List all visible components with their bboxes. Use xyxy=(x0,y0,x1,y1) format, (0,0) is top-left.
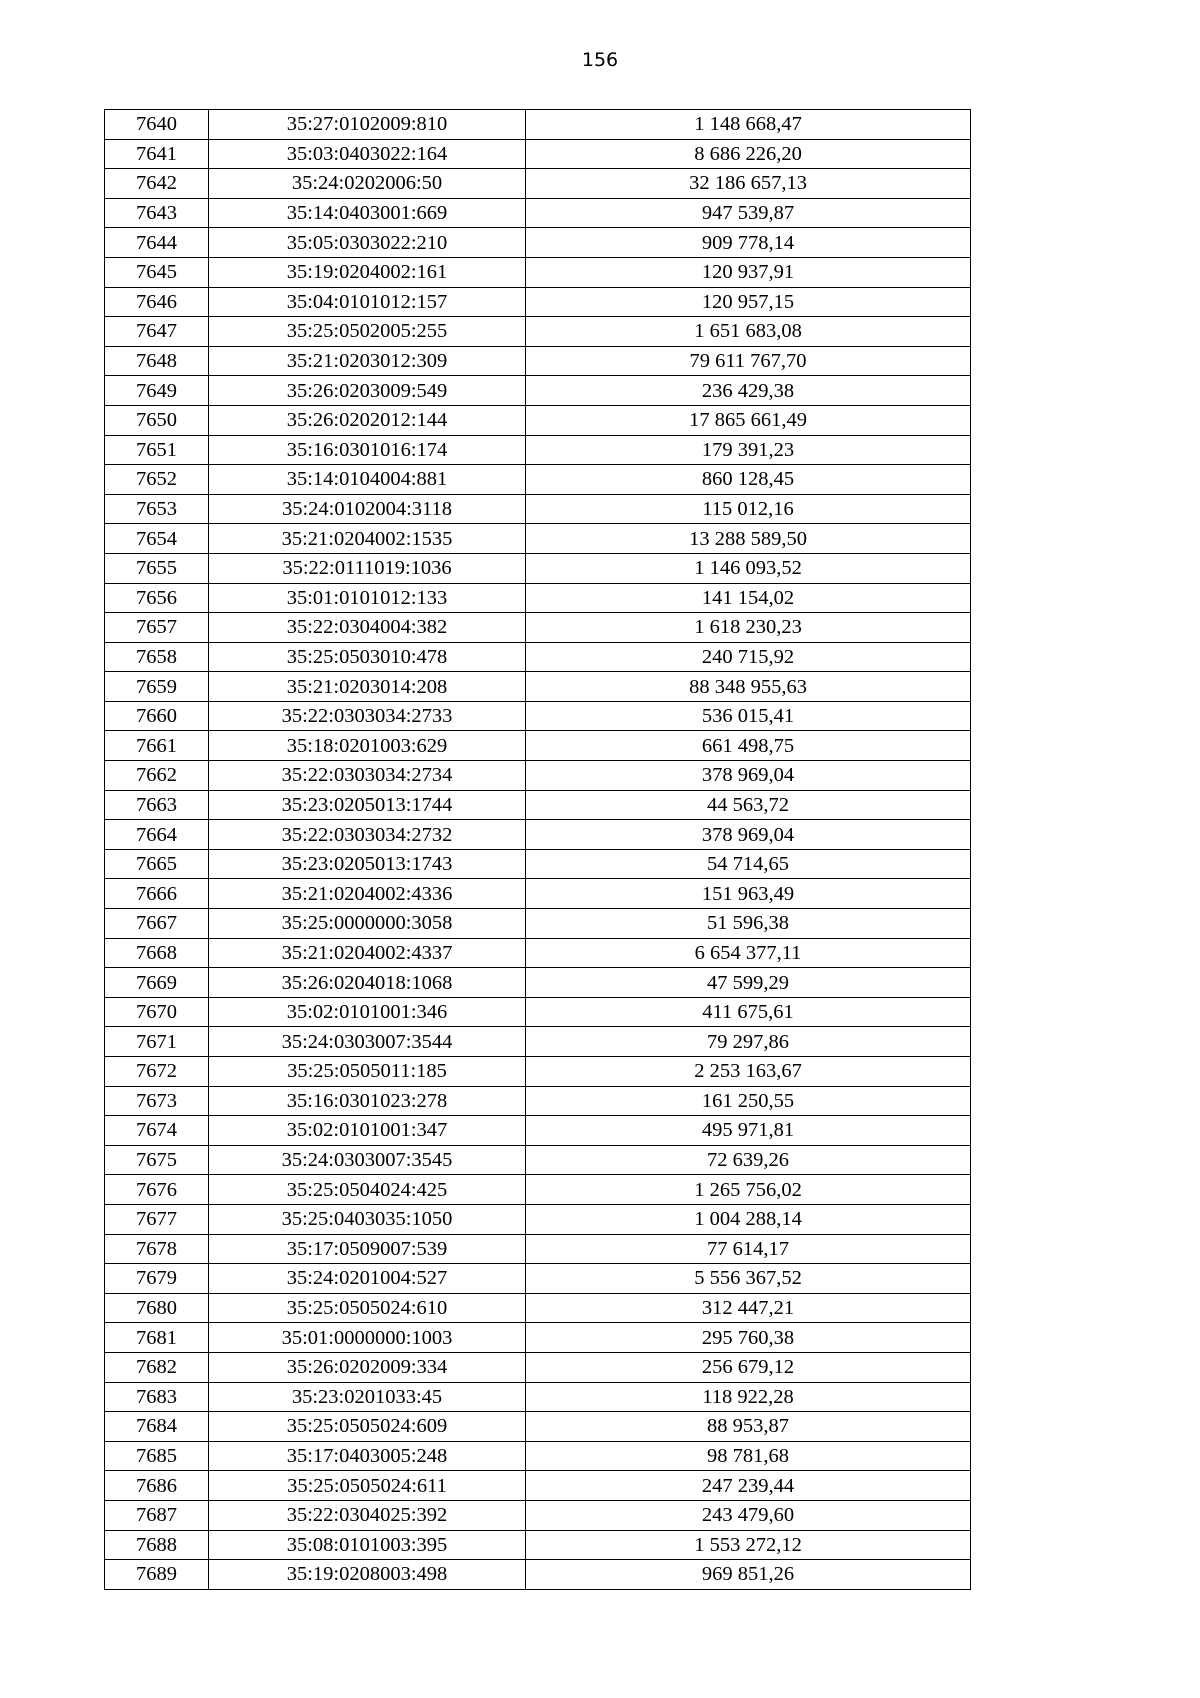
table-row xyxy=(105,1412,971,1442)
table-row xyxy=(105,553,971,583)
row-number-cell: 7688 xyxy=(105,1530,209,1560)
cadastral-number-cell: 35:22:0304004:382 xyxy=(209,613,526,643)
cadastral-number-cell: 35:03:0403022:164 xyxy=(209,139,526,169)
table-row xyxy=(105,1530,971,1560)
cadastral-number-cell: 35:21:0204002:4337 xyxy=(209,938,526,968)
cadastral-number-cell: 35:22:0303034:2734 xyxy=(209,761,526,791)
row-number-cell: 7679 xyxy=(105,1264,209,1294)
row-number-cell: 7665 xyxy=(105,849,209,879)
value-cell: 17 865 661,49 xyxy=(526,405,971,435)
table-row xyxy=(105,287,971,317)
row-number-cell: 7686 xyxy=(105,1471,209,1501)
table-row xyxy=(105,198,971,228)
cadastral-number-cell: 35:23:0205013:1743 xyxy=(209,849,526,879)
value-cell: 77 614,17 xyxy=(526,1234,971,1264)
table-row xyxy=(105,1086,971,1116)
value-cell: 54 714,65 xyxy=(526,849,971,879)
table-row xyxy=(105,1264,971,1294)
cadastral-number-cell: 35:14:0104004:881 xyxy=(209,465,526,495)
row-number-cell: 7676 xyxy=(105,1175,209,1205)
value-cell: 44 563,72 xyxy=(526,790,971,820)
table-row xyxy=(105,465,971,495)
row-number-cell: 7643 xyxy=(105,198,209,228)
cadastral-number-cell: 35:24:0201004:527 xyxy=(209,1264,526,1294)
table-row xyxy=(105,1175,971,1205)
cadastral-number-cell: 35:05:0303022:210 xyxy=(209,228,526,258)
row-number-cell: 7662 xyxy=(105,761,209,791)
table-row xyxy=(105,997,971,1027)
row-number-cell: 7654 xyxy=(105,524,209,554)
table-row xyxy=(105,761,971,791)
cadastral-number-cell: 35:22:0304025:392 xyxy=(209,1500,526,1530)
table-row xyxy=(105,849,971,879)
cadastral-number-cell: 35:25:0505024:610 xyxy=(209,1293,526,1323)
value-cell: 495 971,81 xyxy=(526,1116,971,1146)
value-cell: 1 618 230,23 xyxy=(526,613,971,643)
table-row xyxy=(105,1057,971,1087)
value-cell: 243 479,60 xyxy=(526,1500,971,1530)
row-number-cell: 7672 xyxy=(105,1057,209,1087)
value-cell: 2 253 163,67 xyxy=(526,1057,971,1087)
row-number-cell: 7668 xyxy=(105,938,209,968)
value-cell: 312 447,21 xyxy=(526,1293,971,1323)
cadastral-number-cell: 35:25:0502005:255 xyxy=(209,317,526,347)
table-row xyxy=(105,435,971,465)
value-cell: 236 429,38 xyxy=(526,376,971,406)
cadastral-number-cell: 35:14:0403001:669 xyxy=(209,198,526,228)
registry-table xyxy=(104,109,971,1590)
value-cell: 1 265 756,02 xyxy=(526,1175,971,1205)
row-number-cell: 7648 xyxy=(105,346,209,376)
cadastral-number-cell: 35:21:0203012:309 xyxy=(209,346,526,376)
table-row xyxy=(105,1116,971,1146)
cadastral-number-cell: 35:22:0303034:2733 xyxy=(209,701,526,731)
table-row xyxy=(105,1234,971,1264)
value-cell: 51 596,38 xyxy=(526,909,971,939)
cadastral-number-cell: 35:26:0204018:1068 xyxy=(209,968,526,998)
cadastral-number-cell: 35:26:0203009:549 xyxy=(209,376,526,406)
row-number-cell: 7664 xyxy=(105,820,209,850)
cadastral-number-cell: 35:17:0403005:248 xyxy=(209,1441,526,1471)
row-number-cell: 7669 xyxy=(105,968,209,998)
value-cell: 247 239,44 xyxy=(526,1471,971,1501)
cadastral-number-cell: 35:01:0000000:1003 xyxy=(209,1323,526,1353)
registry-table-body xyxy=(105,110,971,1590)
value-cell: 141 154,02 xyxy=(526,583,971,613)
cadastral-number-cell: 35:21:0204002:4336 xyxy=(209,879,526,909)
row-number-cell: 7653 xyxy=(105,494,209,524)
row-number-cell: 7675 xyxy=(105,1145,209,1175)
row-number-cell: 7651 xyxy=(105,435,209,465)
value-cell: 378 969,04 xyxy=(526,820,971,850)
table-row xyxy=(105,405,971,435)
value-cell: 661 498,75 xyxy=(526,731,971,761)
table-row xyxy=(105,968,971,998)
row-number-cell: 7673 xyxy=(105,1086,209,1116)
cadastral-number-cell: 35:01:0101012:133 xyxy=(209,583,526,613)
value-cell: 1 004 288,14 xyxy=(526,1204,971,1234)
row-number-cell: 7650 xyxy=(105,405,209,435)
table-row xyxy=(105,524,971,554)
value-cell: 411 675,61 xyxy=(526,997,971,1027)
page-number: 156 xyxy=(581,49,619,71)
value-cell: 98 781,68 xyxy=(526,1441,971,1471)
table-row xyxy=(105,1204,971,1234)
row-number-cell: 7659 xyxy=(105,672,209,702)
table-row xyxy=(105,1145,971,1175)
table-row xyxy=(105,1352,971,1382)
value-cell: 295 760,38 xyxy=(526,1323,971,1353)
row-number-cell: 7674 xyxy=(105,1116,209,1146)
row-number-cell: 7656 xyxy=(105,583,209,613)
row-number-cell: 7670 xyxy=(105,997,209,1027)
row-number-cell: 7689 xyxy=(105,1560,209,1590)
row-number-cell: 7678 xyxy=(105,1234,209,1264)
table-row xyxy=(105,820,971,850)
value-cell: 72 639,26 xyxy=(526,1145,971,1175)
table-row xyxy=(105,1441,971,1471)
row-number-cell: 7658 xyxy=(105,642,209,672)
table-row xyxy=(105,731,971,761)
table-row xyxy=(105,494,971,524)
row-number-cell: 7642 xyxy=(105,169,209,199)
value-cell: 120 937,91 xyxy=(526,257,971,287)
value-cell: 1 148 668,47 xyxy=(526,110,971,140)
table-row xyxy=(105,701,971,731)
cadastral-number-cell: 35:08:0101003:395 xyxy=(209,1530,526,1560)
table-row xyxy=(105,110,971,140)
cadastral-number-cell: 35:25:0505024:611 xyxy=(209,1471,526,1501)
row-number-cell: 7647 xyxy=(105,317,209,347)
value-cell: 47 599,29 xyxy=(526,968,971,998)
cadastral-number-cell: 35:25:0505011:185 xyxy=(209,1057,526,1087)
cadastral-number-cell: 35:25:0000000:3058 xyxy=(209,909,526,939)
row-number-cell: 7682 xyxy=(105,1352,209,1382)
value-cell: 256 679,12 xyxy=(526,1352,971,1382)
value-cell: 13 288 589,50 xyxy=(526,524,971,554)
value-cell: 88 348 955,63 xyxy=(526,672,971,702)
row-number-cell: 7660 xyxy=(105,701,209,731)
table-row xyxy=(105,879,971,909)
value-cell: 1 651 683,08 xyxy=(526,317,971,347)
cadastral-number-cell: 35:25:0505024:609 xyxy=(209,1412,526,1442)
cadastral-number-cell: 35:16:0301016:174 xyxy=(209,435,526,465)
cadastral-number-cell: 35:23:0201033:45 xyxy=(209,1382,526,1412)
value-cell: 8 686 226,20 xyxy=(526,139,971,169)
row-number-cell: 7661 xyxy=(105,731,209,761)
row-number-cell: 7687 xyxy=(105,1500,209,1530)
row-number-cell: 7640 xyxy=(105,110,209,140)
value-cell: 118 922,28 xyxy=(526,1382,971,1412)
value-cell: 909 778,14 xyxy=(526,228,971,258)
cadastral-number-cell: 35:25:0403035:1050 xyxy=(209,1204,526,1234)
table-row xyxy=(105,1323,971,1353)
table-row xyxy=(105,790,971,820)
row-number-cell: 7655 xyxy=(105,553,209,583)
row-number-cell: 7649 xyxy=(105,376,209,406)
cadastral-number-cell: 35:16:0301023:278 xyxy=(209,1086,526,1116)
table-row xyxy=(105,613,971,643)
value-cell: 5 556 367,52 xyxy=(526,1264,971,1294)
row-number-cell: 7685 xyxy=(105,1441,209,1471)
value-cell: 79 611 767,70 xyxy=(526,346,971,376)
row-number-cell: 7677 xyxy=(105,1204,209,1234)
cadastral-number-cell: 35:27:0102009:810 xyxy=(209,110,526,140)
table-row xyxy=(105,257,971,287)
table-row xyxy=(105,317,971,347)
value-cell: 120 957,15 xyxy=(526,287,971,317)
value-cell: 969 851,26 xyxy=(526,1560,971,1590)
cadastral-number-cell: 35:22:0111019:1036 xyxy=(209,553,526,583)
table-row xyxy=(105,228,971,258)
cadastral-number-cell: 35:24:0303007:3544 xyxy=(209,1027,526,1057)
row-number-cell: 7645 xyxy=(105,257,209,287)
value-cell: 161 250,55 xyxy=(526,1086,971,1116)
table-row xyxy=(105,1560,971,1590)
table-row xyxy=(105,1027,971,1057)
row-number-cell: 7644 xyxy=(105,228,209,258)
value-cell: 179 391,23 xyxy=(526,435,971,465)
value-cell: 1 146 093,52 xyxy=(526,553,971,583)
table-row xyxy=(105,909,971,939)
cadastral-number-cell: 35:23:0205013:1744 xyxy=(209,790,526,820)
table-row xyxy=(105,139,971,169)
cadastral-number-cell: 35:19:0204002:161 xyxy=(209,257,526,287)
value-cell: 79 297,86 xyxy=(526,1027,971,1057)
row-number-cell: 7666 xyxy=(105,879,209,909)
cadastral-number-cell: 35:02:0101001:347 xyxy=(209,1116,526,1146)
cadastral-number-cell: 35:02:0101001:346 xyxy=(209,997,526,1027)
table-row xyxy=(105,672,971,702)
cadastral-number-cell: 35:19:0208003:498 xyxy=(209,1560,526,1590)
cadastral-number-cell: 35:24:0303007:3545 xyxy=(209,1145,526,1175)
value-cell: 378 969,04 xyxy=(526,761,971,791)
value-cell: 536 015,41 xyxy=(526,701,971,731)
table-row xyxy=(105,376,971,406)
table-row xyxy=(105,583,971,613)
value-cell: 1 553 272,12 xyxy=(526,1530,971,1560)
row-number-cell: 7663 xyxy=(105,790,209,820)
cadastral-number-cell: 35:18:0201003:629 xyxy=(209,731,526,761)
table-row xyxy=(105,1293,971,1323)
row-number-cell: 7667 xyxy=(105,909,209,939)
cadastral-number-cell: 35:26:0202012:144 xyxy=(209,405,526,435)
row-number-cell: 7641 xyxy=(105,139,209,169)
cadastral-number-cell: 35:21:0203014:208 xyxy=(209,672,526,702)
value-cell: 151 963,49 xyxy=(526,879,971,909)
cadastral-number-cell: 35:22:0303034:2732 xyxy=(209,820,526,850)
row-number-cell: 7657 xyxy=(105,613,209,643)
table-row xyxy=(105,169,971,199)
value-cell: 947 539,87 xyxy=(526,198,971,228)
row-number-cell: 7684 xyxy=(105,1412,209,1442)
table-row xyxy=(105,642,971,672)
table-row xyxy=(105,938,971,968)
value-cell: 88 953,87 xyxy=(526,1412,971,1442)
row-number-cell: 7652 xyxy=(105,465,209,495)
cadastral-number-cell: 35:25:0503010:478 xyxy=(209,642,526,672)
cadastral-number-cell: 35:04:0101012:157 xyxy=(209,287,526,317)
value-cell: 6 654 377,11 xyxy=(526,938,971,968)
table-row xyxy=(105,346,971,376)
table-row xyxy=(105,1471,971,1501)
row-number-cell: 7646 xyxy=(105,287,209,317)
value-cell: 32 186 657,13 xyxy=(526,169,971,199)
cadastral-number-cell: 35:24:0102004:3118 xyxy=(209,494,526,524)
cadastral-number-cell: 35:17:0509007:539 xyxy=(209,1234,526,1264)
value-cell: 115 012,16 xyxy=(526,494,971,524)
cadastral-number-cell: 35:26:0202009:334 xyxy=(209,1352,526,1382)
table-row xyxy=(105,1382,971,1412)
row-number-cell: 7683 xyxy=(105,1382,209,1412)
value-cell: 860 128,45 xyxy=(526,465,971,495)
row-number-cell: 7671 xyxy=(105,1027,209,1057)
table-row xyxy=(105,1500,971,1530)
row-number-cell: 7681 xyxy=(105,1323,209,1353)
cadastral-number-cell: 35:25:0504024:425 xyxy=(209,1175,526,1205)
value-cell: 240 715,92 xyxy=(526,642,971,672)
cadastral-number-cell: 35:21:0204002:1535 xyxy=(209,524,526,554)
cadastral-number-cell: 35:24:0202006:50 xyxy=(209,169,526,199)
row-number-cell: 7680 xyxy=(105,1293,209,1323)
